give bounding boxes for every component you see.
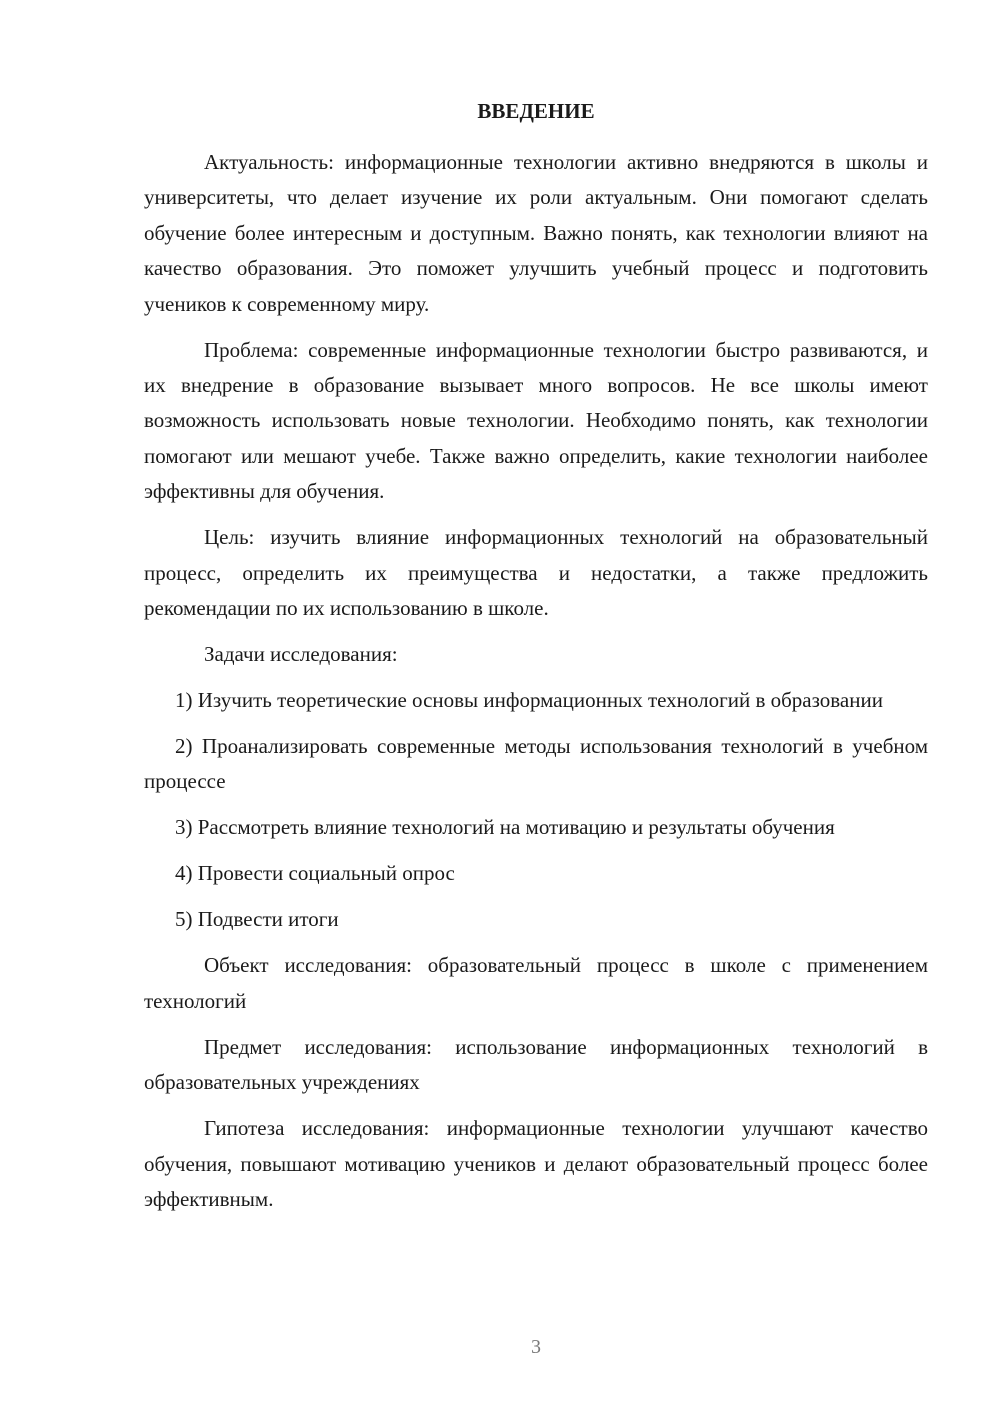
goal-paragraph: Цель: изучить влияние информационных технологий на образовательный процесс, определить их преимущества и недостатки, а также предложить рекомендации по их использованию в школе.	[144, 525, 928, 621]
page-number: 3	[531, 1336, 541, 1358]
problem-paragraph: Проблема: современные информационные технологии быстро развиваются, и их внедрение в образование вызывает много вопросов. Не все школы имеют возможность использовать новые технологии. Необходимо понять, как технологии помогают или мешают учебе. Также важно определить, какие технологии наиболее эффективны для обучения.	[144, 337, 928, 504]
tasks-heading: Задачи исследования:	[204, 642, 398, 667]
document-page	[144, 0, 928, 1414]
task-item-1: 1) Изучить теоретические основы информационных технологий в образовании	[175, 688, 883, 713]
hypothesis-paragraph: Гипотеза исследования: информационные технологии улучшают качество обучения, повышают мотивацию учеников и делают образовательный процесс более эффективным.	[144, 1116, 928, 1212]
task-item-5: 5) Подвести итоги	[175, 907, 339, 932]
page-title: ВВЕДЕНИЕ	[477, 99, 595, 123]
subject-paragraph: Предмет исследования: использование информационных технологий в образовательных учреждениях	[144, 1034, 928, 1095]
task-item-4: 4) Провести социальный опрос	[175, 861, 455, 886]
document-body	[144, 145, 928, 1228]
task-item-3: 3) Рассмотреть влияние технологий на мотивацию и результаты обучения	[175, 815, 835, 840]
task-item-2: 2) Проанализировать современные методы использования технологий в учебном процессе	[144, 734, 928, 794]
object-paragraph: Объект исследования: образовательный процесс в школе с применением технологий	[144, 953, 928, 1013]
relevance-paragraph: Актуальность: информационные технологии активно внедряются в школы и университеты, что делает изучение их роли актуальным. Они помогают сделать обучение более интересным и доступным. Важно понять, как технологии влияют на качество образования. Это поможет улучшить учебный процесс и подготовить учеников к современному миру.	[144, 150, 928, 316]
